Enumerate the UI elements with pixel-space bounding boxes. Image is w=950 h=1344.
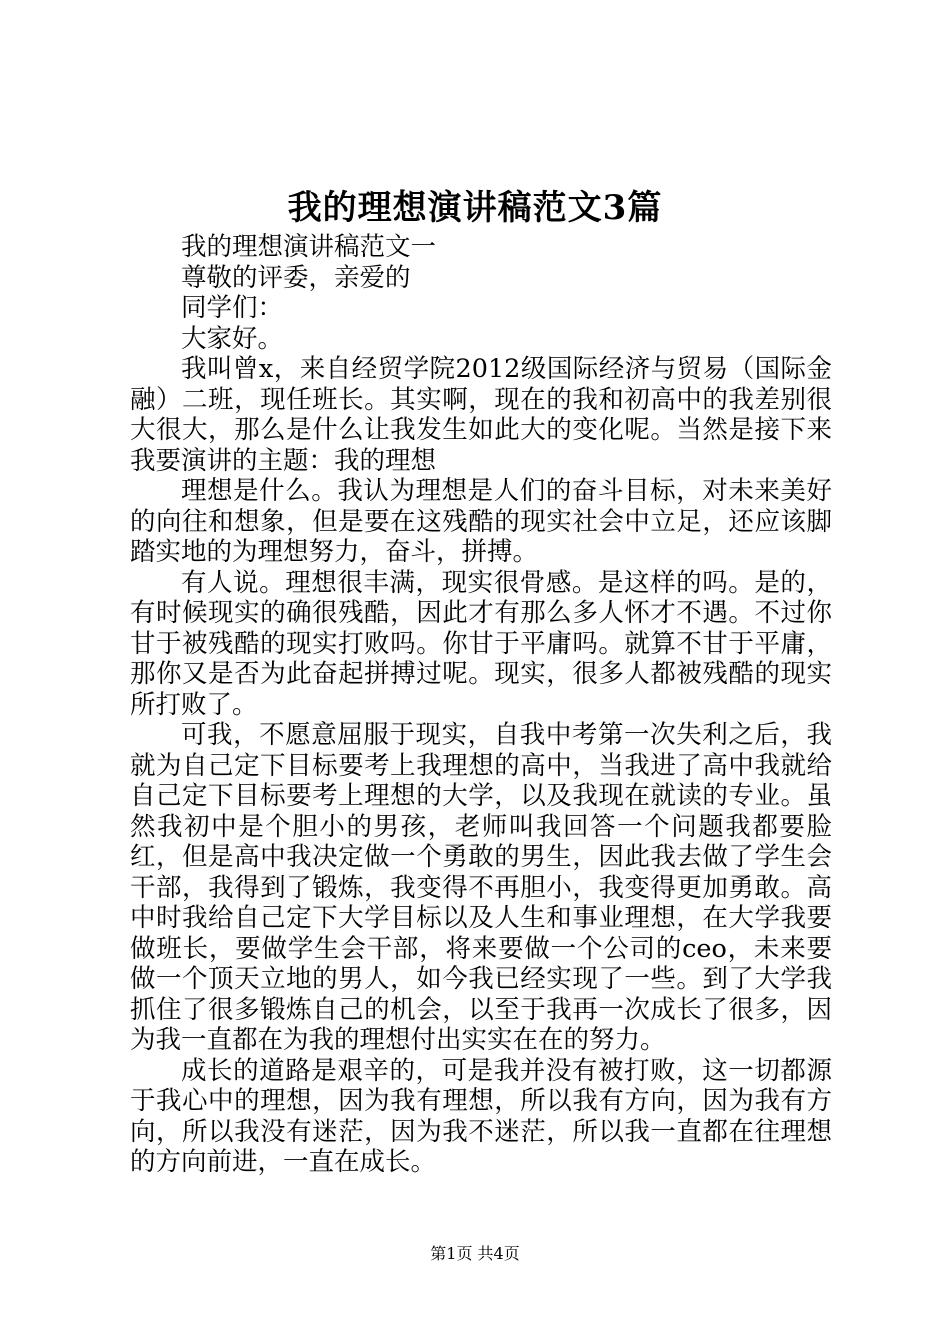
paragraph-greeting: 大家好。	[181, 323, 284, 354]
paragraph-growth: 成长的道路是艰辛的，可是我并没有被打败，这一切都源于我心中的理想，因为我有理想，所以我有方向，因为我有方向，所以我没有迷茫，因为我不迷茫，所以我一直都在往理想的方向前进，一直在成长。	[130, 1055, 832, 1177]
page-number-footer: 第1页 共4页	[430, 1244, 520, 1263]
paragraph-my-goals: 可我，不愿意屈服于现实，自我中考第一次失利之后，我就为自己定下目标要考上我理想的高中，当我进了高中我就给自己定下目标要考上理想的大学，以及我现在就读的专业。虽然我初中是个胆小的男孩，老师叫我回答一个问题我都要脸红，但是高中我决定做一个勇敢的男生，因此我去做了学生会干部，我得到了锻炼，我变得不再胆小，我变得更加勇敢。高中时我给自己定下大学目标以及人生和事业理想，在大学我要做班长，要做学生会干部，将来要做一个公司的ceo，未来要做一个顶天立地的男人，如今我已经实现了一些。到了大学我抓住了很多锻炼自己的机会，以至于我再一次成长了很多，因为我一直都在为我的理想付出实实在在的努力。	[130, 720, 832, 1055]
paragraph-salutation-cont: 同学们：	[181, 293, 284, 323]
paragraph-salutation: 尊敬的评委，亲爱的	[181, 262, 411, 293]
document-title: 我的理想演讲稿范文3篇	[287, 188, 663, 228]
paragraph-intro: 我叫曾x，来自经贸学院2012级国际经济与贸易（国际金融）二班，现任班长。其实啊，现在的我和初高中的我差别很大很大，那么是什么让我发生如此大的变化呢。当然是接下来我要演讲的主题：我的理想	[130, 354, 832, 476]
paragraph-reality: 有人说。理想很丰满，现实很骨感。是这样的吗。是的，有时候现实的确很残酷，因此才有那么多人怀才不遇。不过你甘于被残酷的现实打败吗。你甘于平庸吗。就算不甘于平庸，那你又是否为此奋起拼搏过呢。现实，很多人都被残酷的现实所打败了。	[130, 567, 832, 720]
paragraph-heading: 我的理想演讲稿范文一	[181, 232, 437, 262]
paragraph-what-is-ideal: 理想是什么。我认为理想是人们的奋斗目标，对未来美好的向往和想象，但是要在这残酷的现实社会中立足，还应该脚踏实地的为理想努力，奋斗，拼搏。	[130, 476, 832, 567]
document-body	[130, 232, 832, 1178]
